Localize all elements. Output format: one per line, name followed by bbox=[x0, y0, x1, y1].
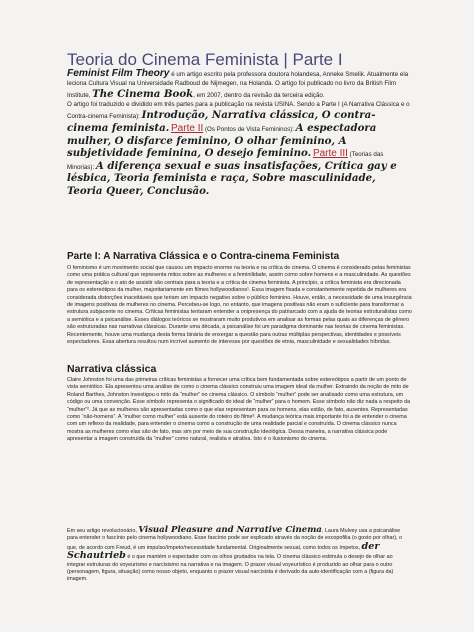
p3-text-3: é o que mantém o espectador com os olhos grudados na tela. O cinema clássico estimula o desejo de olhar ao integrar estruturas do voyeurismo e narcisismo na narrativa e na imagem. O prazer visual voyeurístico é produzido ao olhar para o outro (personagem, figura, situação) como nosso objeto, enquanto o prazer visual narcisista é derivado da auto-identificação com a (figura da) imagem. bbox=[67, 554, 394, 583]
body-paragraph-2: Claire Johnston foi uma das primeiras críticas feministas a fornecer uma crítica bem fundamentada sobre estereótipos a partir de um ponto de vista semiótico. Ela apresentou uma análise de como o cinema clássico construiu uma imagem ideal da mulher. Extraindo da noção de mito de Roland Barthes, Johnston investigou o mito da “mulher” no cinema clássico. O símbolo “mulher” pode ser analisado como uma estrutura, um código ou uma convenção. Esse símbolo representa o significado do ideal de “mulher” para o homem. Esse símbolo não diz nada a respeito da “mulher”². Já que as mulheres são apresentadas como o que elas representam para os homens, elas estão, de fato, ausentes. Representadas como “não-homens”. A “mulher como mulher” está ausente do roteiro do filme³. A mudança teórica mais importante foi a de entender o cinema com um reflexo da realidade, para entender o cinema como a construção de uma realidade parcial e construída. O cinema clássico nunca mostra as mulheres como elas são de fato, mas sim por meio de sua construção ideológica. Dessa maneira, a narrativa clássica pode apresentar a imagem construída da “mulher” como natural, realista e atrativa. Isto é o ilusionismo do cinema. bbox=[67, 377, 411, 443]
part2-link[interactable]: Parte II bbox=[171, 122, 204, 134]
article-title: Teoria do Cinema Feminista | Parte I bbox=[67, 50, 343, 69]
essay-title: Visual Pleasure and Narrative Cinema bbox=[138, 525, 322, 535]
body-paragraph-1: O feminismo é um movimento social que causou um impacto enorme na teoria e na crítica de cinema. O cinema é considerado pelas feministas como uma prática cultural que representa mitos sobre as mulheres e a feminilidade, assim como sobre homens e a masculinidade. As questões de representação e o ato de assistir são centrais para a teoria e a crítica de cinema feminista. A princípio, a crítica feminista era direcionada para os estereótipos da mulher, majoritariamente em filmes hollywoodianos¹. Essa imagem fixada e constantemente repetida de mulheres era considerada distorções inaceitáveis que teriam um impacto negativo sobre o público feminino. Houve, então, a necessidade de uma insurgência de imagens positivas de mulheres no cinema. Percebeu-se logo, no entanto, que imagens positivas não eram o suficiente para transformar a estrutura subjacente no cinema. Críticas feministas tentaram entender a onipresença do patriarcado com a ajuda de teorias estruturalistas como a semiótica e a psicanálise. Esses diálogos teóricos se mostraram muito produtivos em analisar as formas pelas quais as diferenças de gênero são estruturadas nas narrativas clássicas. Durante uma década, a psicanálise foi um paradigma dominante nas teorias de cinema feministas. Recentemente, houve uma mudança desta forma binária de enxergar a questão para outras múltiplas perspectivas, identidades e possíveis espectadores. Essa abertura resultou num incrível aumento de interesse por questões de etnia, masculinidade e sexualidades híbridas. bbox=[67, 265, 412, 346]
intro-text-2: , em 2007, dentro da revisão da terceira edição. bbox=[193, 92, 325, 100]
intro-text-3: O artigo foi traduzido e dividido em três partes para a publicação na revista USINA. Sendo a Parte I (A Narrativa Clássica e o Contra-cinema Feminista): bbox=[67, 100, 410, 121]
intro-book-title: The Cinema Book bbox=[92, 88, 194, 101]
body-paragraph-3 bbox=[67, 527, 412, 584]
part3-link[interactable]: Parte III bbox=[312, 148, 348, 160]
p3-text-2: , Laura Mulvey usa a psicanálise para entender o fascínio pelo cinema hollywoodiano. Esse fascínio pode ser explicado através da noção de escopofilia (o gosto por olhar), o que, de acordo com Freud, é um impulso/ímpeto/necessidade fundamental. Originalmente sexual, como todos os ímpetos, bbox=[67, 528, 403, 551]
part2-topics: A espectadora mulher, O disfarce feminino, O olhar feminino, A subjetividade feminina, O desejo feminino. bbox=[67, 121, 377, 160]
part3-topics: A diferença sexual e suas insatisfações, Crítica gay e lésbica, Teoria feminista e raça, Sobre masculinidade, Teoria Queer, Conclusão. bbox=[67, 159, 397, 197]
intro-term: Feminist Film Theory bbox=[67, 68, 170, 79]
section-heading: Parte I: A Narrativa Clássica e o Contra-cinema Feminista bbox=[67, 251, 340, 262]
subheading-narrativa-classica: Narrativa clássica bbox=[67, 363, 157, 375]
intro-text-1: é um artigo escrito pela professora doutora holandesa, Anneke Smelik. Atualmente ela leciona Cultura Visual na Universidade Radboud de Nijmegen, na Holanda. O artigo foi publicado no livro da British Film Institute, bbox=[67, 71, 409, 100]
part2-note: (Os Pontos de Vista Femininos): bbox=[203, 125, 296, 133]
schautrieb-term: der Schautrieb bbox=[67, 540, 380, 562]
intro-paragraph bbox=[67, 70, 412, 198]
part1-topics: Introdução, Narrativa clássica, O contra-cinema feminista. bbox=[67, 109, 376, 134]
p3-text-1: Em seu artigo revolucionário, bbox=[67, 528, 139, 534]
part3-note: (Teorias das Minorias): bbox=[67, 151, 384, 171]
